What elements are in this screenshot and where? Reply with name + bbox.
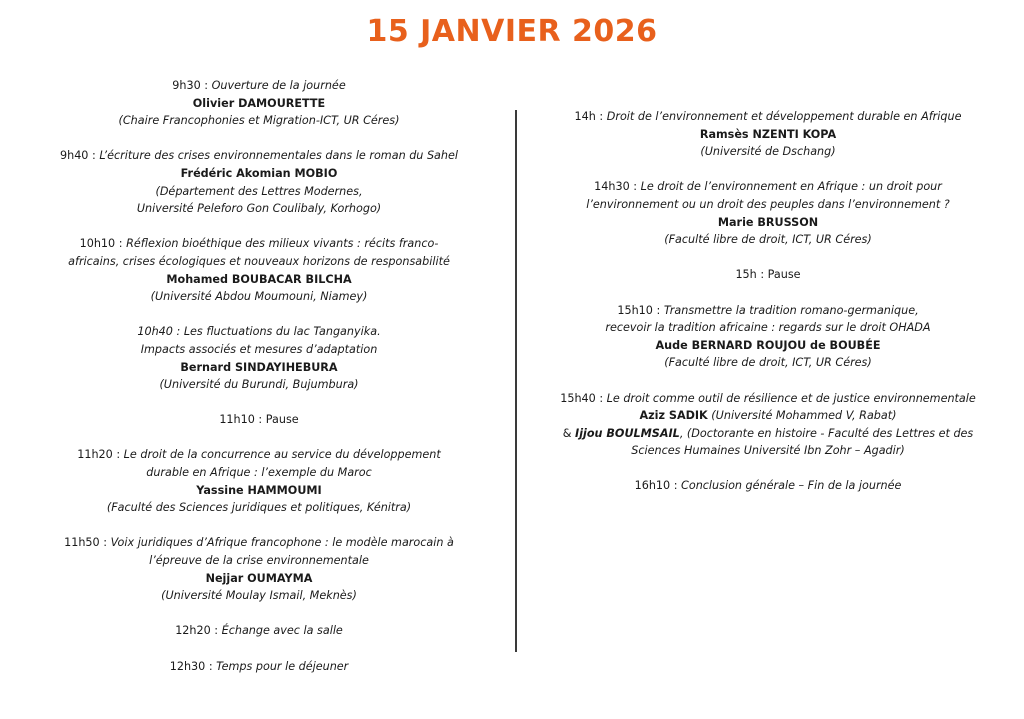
- entry-topic: Le droit de la concurrence au service du développement: [123, 448, 441, 462]
- entry-affiliation: (Faculté libre de droit, ICT, UR Céres): [664, 356, 872, 370]
- program-entry: [14, 534, 504, 604]
- entry-affiliation: (Chaire Francophonies et Migration-ICT, UR Céres): [118, 114, 400, 128]
- entry-speaker: Aziz SADIK: [639, 409, 708, 423]
- entry-topic: Transmettre la tradition romano-germanique,: [663, 303, 919, 317]
- entry-speaker: Aude BERNARD ROUJOU de BOUBÉE: [655, 338, 881, 352]
- entry-speaker: Ijjou BOULMSAIL: [575, 426, 680, 440]
- entry-affiliation: (Université Moulay Ismail, Meknès): [161, 589, 357, 603]
- entry-time: 15h40 :: [560, 391, 604, 405]
- entry-pause-label: Pause: [767, 268, 801, 282]
- entry-time: 15h :: [735, 268, 765, 282]
- page-title: 15 JANVIER 2026: [366, 14, 658, 49]
- entry-time: 16h10 :: [634, 479, 678, 493]
- entry-speaker: Yassine HAMMOUMI: [196, 483, 322, 497]
- entry-speaker: Mohamed BOUBACAR BILCHA: [166, 272, 352, 286]
- entry-pause-label: Pause: [265, 413, 299, 427]
- entry-time: 11h10 :: [219, 413, 263, 427]
- entry-affiliation: (Université de Dschang): [700, 145, 836, 159]
- entry-speaker: Bernard SINDAYIHEBURA: [180, 360, 338, 374]
- column-divider: [515, 110, 517, 652]
- entry-time: 15h10 :: [617, 303, 661, 317]
- entry-time: 9h30 :: [172, 79, 209, 92]
- entry-topic: africains, crises écologiques et nouveaux horizons de responsabilité: [68, 254, 450, 268]
- entry-affiliation: (Département des Lettres Modernes,: [155, 184, 363, 198]
- entry-topic: Le droit comme outil de résilience et de justice environnementale: [606, 391, 976, 405]
- entry-topic: L’écriture des crises environnementales dans le roman du Sahel: [99, 149, 458, 163]
- entry-speaker: Frédéric Akomian MOBIO: [180, 166, 338, 180]
- entry-affiliation: (Université du Burundi, Bujumbura): [159, 378, 359, 392]
- entry-topic: l’épreuve de la crise environnementale: [149, 554, 369, 568]
- entry-topic: recevoir la tradition africaine : regards sur le droit OHADA: [605, 321, 931, 335]
- entry-time: 14h :: [574, 110, 604, 123]
- entry-speaker: Nejjar OUMAYMA: [205, 571, 313, 585]
- entry-topic: Droit de l’environnement et développement durable en Afrique: [606, 110, 962, 123]
- entry-time: 10h10 :: [79, 237, 123, 251]
- program-entry: [14, 77, 504, 130]
- program-entry-pause: [522, 266, 1014, 284]
- program-entry: [522, 390, 1014, 460]
- entry-time: 9h40 :: [59, 149, 96, 163]
- program-entry: [14, 235, 504, 305]
- entry-topic: durable en Afrique : l’exemple du Maroc: [146, 466, 372, 480]
- entry-affiliation: Sciences Humaines Université Ibn Zohr – Agadir): [631, 444, 905, 458]
- entry-affiliation: (Faculté des Sciences juridiques et politiques, Kénitra): [106, 501, 412, 515]
- entry-topic: Échange avec la salle: [221, 624, 343, 638]
- entry-affiliation: , (Doctorante en histoire - Faculté des Lettres et des: [679, 426, 974, 440]
- entry-topic: Impacts associés et mesures d’adaptation: [140, 342, 378, 356]
- program-left-column: [14, 77, 504, 693]
- program-entry: [522, 178, 1014, 248]
- program-right-column: [522, 108, 1014, 513]
- entry-topic: Voix juridiques d’Afrique francophone : le modèle marocain à: [110, 536, 454, 550]
- entry-time: 11h20 :: [77, 448, 121, 462]
- program-entry: [522, 477, 1014, 495]
- entry-affiliation: Université Peleforo Gon Coulibaly, Korhogo): [136, 202, 382, 216]
- entry-topic: l’environnement ou un droit des peuples dans l’environnement ?: [586, 197, 950, 211]
- entry-topic: Temps pour le déjeuner: [216, 659, 349, 673]
- entry-time: 10h40 :: [137, 325, 181, 339]
- entry-time: 11h50 :: [64, 536, 107, 550]
- ampersand: &: [562, 426, 572, 440]
- entry-affiliation: (Université Abdou Moumouni, Niamey): [150, 290, 368, 304]
- entry-time: 14h30 :: [594, 180, 638, 194]
- entry-topic: Les fluctuations du lac Tanganyika.: [183, 325, 381, 339]
- entry-topic: Ouverture de la journée: [211, 79, 346, 92]
- entry-speaker: Marie BRUSSON: [717, 215, 819, 229]
- program-entry: [14, 622, 504, 640]
- entry-topic: Réflexion bioéthique des milieux vivants : récits franco-: [126, 237, 439, 251]
- program-entry: [522, 302, 1014, 372]
- program-entry: [14, 323, 504, 393]
- entry-topic: Le droit de l’environnement en Afrique : un droit pour: [640, 180, 942, 194]
- entry-topic: Conclusion générale – Fin de la journée: [681, 479, 902, 493]
- program-entry: [14, 658, 504, 676]
- program-entry: [14, 147, 504, 217]
- program-entry: [14, 446, 504, 516]
- program-entry: [522, 108, 1014, 161]
- entry-time: 12h30 :: [169, 659, 213, 673]
- entry-speaker: Ramsès NZENTI KOPA: [699, 127, 837, 141]
- entry-speaker: Olivier DAMOURETTE: [192, 96, 326, 110]
- entry-affiliation: (Université Mohammed V, Rabat): [711, 409, 897, 423]
- entry-time: 12h20 :: [175, 624, 219, 638]
- program-entry-pause: [14, 411, 504, 429]
- entry-affiliation: (Faculté libre de droit, ICT, UR Céres): [664, 233, 872, 247]
